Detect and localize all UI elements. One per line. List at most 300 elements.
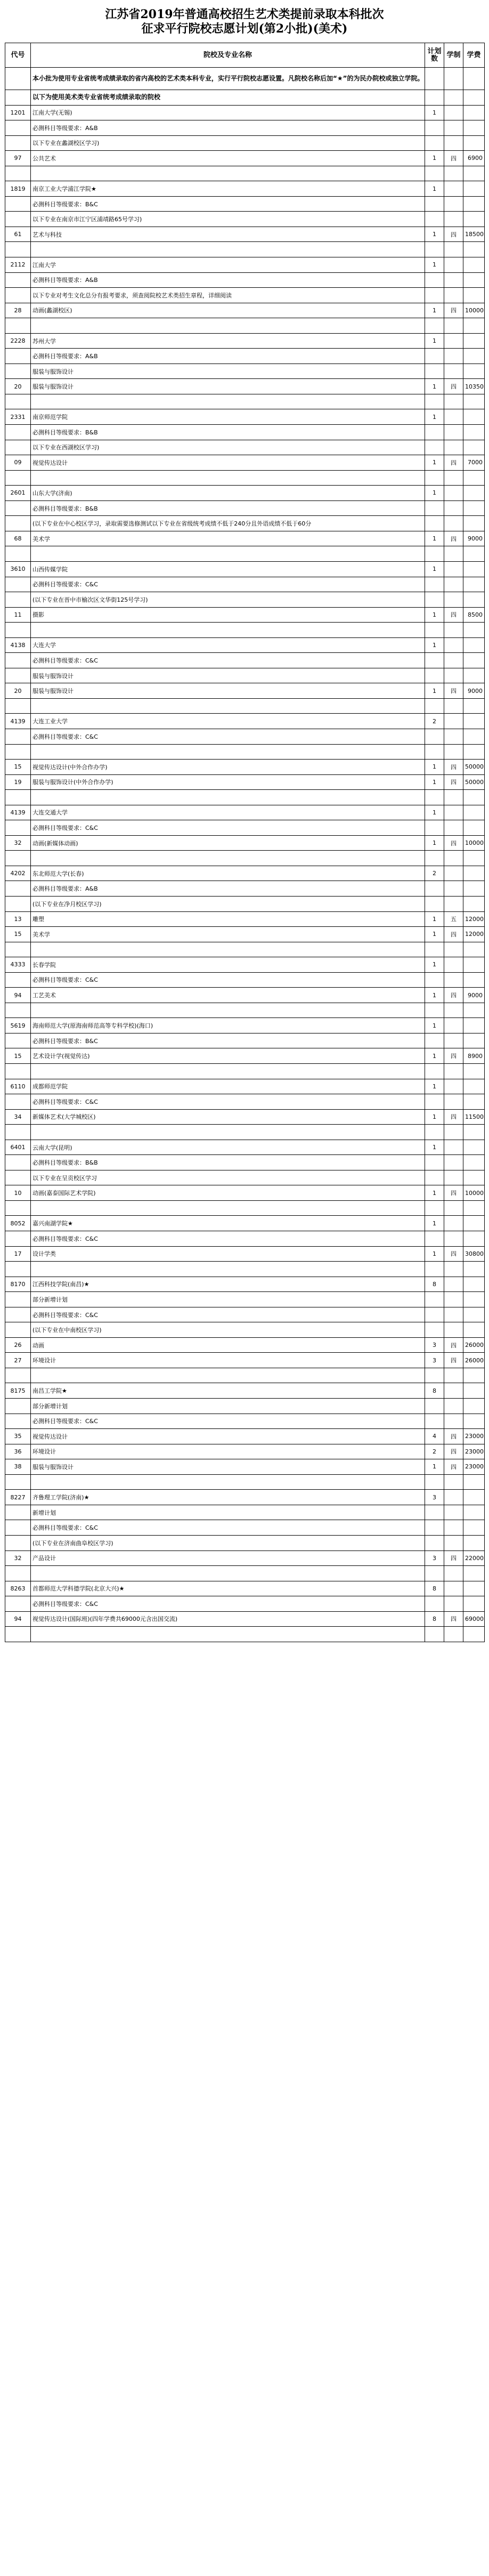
major-row <box>5 927 485 942</box>
school-row <box>5 181 485 197</box>
plan-cell: 1 <box>425 257 444 273</box>
major-row <box>5 1444 485 1459</box>
code-cell: 68 <box>5 531 31 546</box>
code-cell: 35 <box>5 1429 31 1444</box>
code-cell: 26 <box>5 1337 31 1353</box>
name-cell: 动画(新媒体动画) <box>31 835 425 851</box>
duration-cell <box>444 196 463 212</box>
plan-cell <box>425 1292 444 1307</box>
requirement-row <box>5 577 485 592</box>
code-cell: 27 <box>5 1353 31 1368</box>
code-cell: 2228 <box>5 333 31 349</box>
plan-cell: 1 <box>425 1079 444 1094</box>
fee-cell <box>463 1277 485 1292</box>
requirement-row <box>5 1292 485 1307</box>
code-cell: 8227 <box>5 1490 31 1505</box>
fee-cell <box>463 120 485 136</box>
fee-cell <box>463 1140 485 1155</box>
code-cell: 15 <box>5 1048 31 1064</box>
fee-cell <box>463 805 485 820</box>
duration-cell <box>444 1094 463 1110</box>
fee-cell <box>463 1094 485 1110</box>
requirement-row <box>5 440 485 455</box>
name-cell: 视觉传达设计(国际班)(四年学费共69000元含出国交流) <box>31 1611 425 1627</box>
fee-cell <box>463 425 485 440</box>
plan-cell <box>425 896 444 911</box>
name-cell: 山东大学(济南) <box>31 486 425 501</box>
duration-cell <box>444 1596 463 1612</box>
requirement-row <box>5 1094 485 1110</box>
code-cell: 61 <box>5 227 31 242</box>
fee-cell <box>463 1033 485 1048</box>
major-row <box>5 760 485 775</box>
name-cell: 雕塑 <box>31 911 425 927</box>
code-cell <box>5 1322 31 1338</box>
code-cell <box>5 1414 31 1429</box>
duration-cell: 四 <box>444 1459 463 1475</box>
name-cell: 山西传媒学院 <box>31 561 425 577</box>
title-line-2: 征求平行院校志愿计划(第2小批)(美术) <box>141 22 348 36</box>
code-cell <box>5 1505 31 1520</box>
name-cell: 艺术与科技 <box>31 227 425 242</box>
fee-cell: 69000 <box>463 1611 485 1627</box>
requirement-row <box>5 1322 485 1338</box>
code-cell: 2331 <box>5 409 31 425</box>
plan-cell <box>425 1535 444 1551</box>
code-cell <box>5 516 31 531</box>
plan-cell: 1 <box>425 1018 444 1033</box>
duration-cell: 四 <box>444 151 463 166</box>
name-cell: 江南大学(无锡) <box>31 105 425 120</box>
plan-cell <box>425 668 444 683</box>
name-cell: 大连交通大学 <box>31 805 425 820</box>
fee-cell <box>463 592 485 608</box>
fee-cell <box>463 105 485 120</box>
document-title <box>0 0 489 36</box>
name-cell: 必测科目等级要求：C&C <box>31 1520 425 1536</box>
duration-cell <box>444 1414 463 1429</box>
duration-cell <box>444 653 463 668</box>
name-cell: 江西科技学院(南昌)★ <box>31 1277 425 1292</box>
header-duration: 学制 <box>444 43 463 68</box>
fee-cell <box>463 866 485 881</box>
name-cell: (以下专业在中南校区学习) <box>31 1322 425 1338</box>
duration-cell <box>444 349 463 364</box>
fee-cell <box>463 440 485 455</box>
duration-cell: 四 <box>444 774 463 790</box>
code-cell: 6401 <box>5 1140 31 1155</box>
name-cell: 服装与服饰设计 <box>31 364 425 379</box>
school-row <box>5 866 485 881</box>
fee-cell: 12000 <box>463 911 485 927</box>
fee-cell <box>463 577 485 592</box>
requirement-row <box>5 972 485 988</box>
duration-cell: 四 <box>444 1337 463 1353</box>
school-row <box>5 1490 485 1505</box>
name-cell: 摄影 <box>31 607 425 623</box>
fee-cell <box>463 561 485 577</box>
code-cell <box>5 196 31 212</box>
fee-cell <box>463 257 485 273</box>
name-cell: 必测科目等级要求：C&C <box>31 972 425 988</box>
plan-cell: 1 <box>425 774 444 790</box>
header-plan: 计划数 <box>425 43 444 68</box>
requirement-row <box>5 516 485 531</box>
duration-cell <box>444 1033 463 1048</box>
name-cell: 海南师范大学(原海南师范高等专科学校)(海口) <box>31 1018 425 1033</box>
code-cell <box>5 592 31 608</box>
fee-cell <box>463 881 485 897</box>
fee-cell <box>463 516 485 531</box>
header-code: 代号 <box>5 43 31 68</box>
plan-cell <box>425 1414 444 1429</box>
plan-cell: 1 <box>425 760 444 775</box>
fee-cell <box>463 1292 485 1307</box>
duration-cell <box>444 272 463 288</box>
code-cell <box>5 135 31 151</box>
fee-cell <box>463 333 485 349</box>
major-row <box>5 1337 485 1353</box>
code-cell <box>5 1231 31 1247</box>
requirement-row <box>5 212 485 227</box>
requirement-row <box>5 1414 485 1429</box>
major-row <box>5 835 485 851</box>
fee-cell: 7000 <box>463 455 485 471</box>
plan-cell <box>425 516 444 531</box>
fee-cell: 8500 <box>463 607 485 623</box>
name-cell: 必测科目等级要求：C&C <box>31 653 425 668</box>
code-cell: 20 <box>5 379 31 394</box>
plan-cell: 1 <box>425 683 444 699</box>
code-cell: 28 <box>5 303 31 318</box>
code-cell <box>5 349 31 364</box>
code-cell: 10 <box>5 1185 31 1201</box>
fee-cell <box>463 637 485 653</box>
duration-cell <box>444 486 463 501</box>
spacer-row <box>5 318 485 334</box>
duration-cell: 四 <box>444 1048 463 1064</box>
duration-cell <box>444 1307 463 1322</box>
duration-cell <box>444 1018 463 1033</box>
fee-cell: 26000 <box>463 1353 485 1368</box>
spacer-row <box>5 942 485 957</box>
fee-cell <box>463 1155 485 1170</box>
name-cell: 江南大学 <box>31 257 425 273</box>
plan-cell: 1 <box>425 1048 444 1064</box>
name-cell: 产品设计 <box>31 1551 425 1566</box>
duration-cell <box>444 135 463 151</box>
name-cell: 必测科目等级要求：C&C <box>31 1231 425 1247</box>
plan-cell: 1 <box>425 1109 444 1125</box>
fee-cell: 10000 <box>463 1185 485 1201</box>
duration-cell <box>444 729 463 744</box>
fee-cell <box>463 972 485 988</box>
code-cell <box>5 1170 31 1185</box>
requirement-row <box>5 1535 485 1551</box>
major-row <box>5 151 485 166</box>
requirement-row <box>5 349 485 364</box>
duration-cell <box>444 866 463 881</box>
duration-cell <box>444 1383 463 1399</box>
note-text-1: 本小批为使用专业省统考成绩录取的省内高校的艺术类本科专业，实行平行院校志愿设置。凡院校名称后加“★”的为民办院校或独立学院。 <box>31 68 425 90</box>
school-row <box>5 561 485 577</box>
duration-cell <box>444 1520 463 1536</box>
duration-cell: 四 <box>444 1611 463 1627</box>
major-row <box>5 1459 485 1475</box>
major-row <box>5 988 485 1003</box>
name-cell: 成都师范学院 <box>31 1079 425 1094</box>
fee-cell <box>463 1581 485 1596</box>
plan-cell: 1 <box>425 988 444 1003</box>
major-row <box>5 1109 485 1125</box>
duration-cell <box>444 333 463 349</box>
name-cell: 长春学院 <box>31 957 425 973</box>
code-cell: 4139 <box>5 805 31 820</box>
requirement-row <box>5 425 485 440</box>
plan-cell: 1 <box>425 607 444 623</box>
plan-cell <box>425 1399 444 1414</box>
fee-cell <box>463 181 485 197</box>
name-cell: 以下专业在蠡湖校区学习) <box>31 135 425 151</box>
plan-cell: 2 <box>425 1444 444 1459</box>
fee-cell <box>463 1322 485 1338</box>
code-cell <box>5 653 31 668</box>
plan-cell: 1 <box>425 486 444 501</box>
plan-cell <box>425 1033 444 1048</box>
code-cell: 94 <box>5 988 31 1003</box>
major-row <box>5 1185 485 1201</box>
fee-cell: 9000 <box>463 683 485 699</box>
plan-cell <box>425 272 444 288</box>
code-cell <box>5 500 31 516</box>
name-cell: 必测科目等级要求：C&C <box>31 1094 425 1110</box>
spacer-row <box>5 744 485 760</box>
duration-cell: 四 <box>444 455 463 471</box>
name-cell: 必测科目等级要求：B&B <box>31 425 425 440</box>
name-cell: 南京工业大学浦江学院★ <box>31 181 425 197</box>
plan-cell <box>425 577 444 592</box>
spacer-row <box>5 1262 485 1277</box>
name-cell: (以下专业在济南曲阜校区学习) <box>31 1535 425 1551</box>
fee-cell: 23000 <box>463 1429 485 1444</box>
duration-cell <box>444 1581 463 1596</box>
code-cell: 8263 <box>5 1581 31 1596</box>
spacer-row <box>5 1125 485 1140</box>
spacer-row <box>5 698 485 714</box>
name-cell: 必测科目等级要求：C&C <box>31 820 425 836</box>
school-row <box>5 805 485 820</box>
code-cell: 36 <box>5 1444 31 1459</box>
fee-cell <box>463 364 485 379</box>
code-cell: 20 <box>5 683 31 699</box>
note-row-2 <box>5 90 485 106</box>
school-row <box>5 257 485 273</box>
name-cell: 部分新增计划 <box>31 1399 425 1414</box>
duration-cell <box>444 714 463 729</box>
code-cell <box>5 896 31 911</box>
code-cell: 8175 <box>5 1383 31 1399</box>
fee-cell <box>463 820 485 836</box>
plan-cell <box>425 1307 444 1322</box>
code-cell <box>5 1596 31 1612</box>
name-cell: 必测科目等级要求：C&C <box>31 1307 425 1322</box>
name-cell: 必测科目等级要求：A&B <box>31 881 425 897</box>
fee-cell: 10000 <box>463 835 485 851</box>
name-cell: 服装与服饰设计 <box>31 1459 425 1475</box>
fee-cell: 9000 <box>463 988 485 1003</box>
duration-cell: 四 <box>444 607 463 623</box>
major-row <box>5 1353 485 1368</box>
name-cell: 动画(蠡湖校区) <box>31 303 425 318</box>
major-row <box>5 607 485 623</box>
duration-cell: 四 <box>444 227 463 242</box>
plan-cell <box>425 972 444 988</box>
duration-cell <box>444 1322 463 1338</box>
name-cell: 服装与服饰设计 <box>31 668 425 683</box>
code-cell: 09 <box>5 455 31 471</box>
code-cell <box>5 1535 31 1551</box>
code-cell <box>5 972 31 988</box>
plan-cell <box>425 349 444 364</box>
spacer-row <box>5 623 485 638</box>
fee-cell <box>463 196 485 212</box>
code-cell: 32 <box>5 1551 31 1566</box>
school-row <box>5 409 485 425</box>
plan-cell <box>425 196 444 212</box>
requirement-row <box>5 668 485 683</box>
code-cell <box>5 668 31 683</box>
name-cell: 必测科目等级要求：B&C <box>31 196 425 212</box>
fee-cell <box>463 288 485 303</box>
plan-cell: 1 <box>425 1459 444 1475</box>
school-row <box>5 637 485 653</box>
plan-cell: 1 <box>425 379 444 394</box>
code-cell: 19 <box>5 774 31 790</box>
duration-cell <box>444 820 463 836</box>
fee-cell <box>463 1307 485 1322</box>
duration-cell <box>444 637 463 653</box>
name-cell: (以下专业在晋中市榆次区文华街125号学习) <box>31 592 425 608</box>
fee-cell <box>463 1535 485 1551</box>
code-cell: 15 <box>5 927 31 942</box>
duration-cell <box>444 668 463 683</box>
name-cell: 齐鲁理工学院(济南)★ <box>31 1490 425 1505</box>
fee-cell: 50000 <box>463 774 485 790</box>
plan-cell <box>425 1322 444 1338</box>
duration-cell <box>444 212 463 227</box>
plan-cell: 1 <box>425 1216 444 1231</box>
fee-cell <box>463 896 485 911</box>
fee-cell: 23000 <box>463 1459 485 1475</box>
code-cell: 17 <box>5 1246 31 1262</box>
name-cell: 必测科目等级要求：A&B <box>31 120 425 136</box>
duration-cell <box>444 105 463 120</box>
name-cell: 视觉传达设计(中外合作办学) <box>31 760 425 775</box>
duration-cell: 四 <box>444 1444 463 1459</box>
code-cell: 4202 <box>5 866 31 881</box>
major-row <box>5 1246 485 1262</box>
spacer-row <box>5 394 485 409</box>
duration-cell <box>444 1140 463 1155</box>
note-row-1 <box>5 68 485 90</box>
code-cell: 8052 <box>5 1216 31 1231</box>
duration-cell <box>444 561 463 577</box>
fee-cell: 6900 <box>463 151 485 166</box>
school-row <box>5 714 485 729</box>
name-cell: 视觉传达设计 <box>31 455 425 471</box>
name-cell: 以下专业在南京市江宁区浦靖路65号学习) <box>31 212 425 227</box>
admission-plan-table <box>5 43 485 1642</box>
school-row <box>5 957 485 973</box>
duration-cell <box>444 972 463 988</box>
school-row <box>5 1079 485 1094</box>
table-body <box>5 68 485 1642</box>
code-cell <box>5 881 31 897</box>
duration-cell <box>444 881 463 897</box>
duration-cell <box>444 409 463 425</box>
duration-cell <box>444 440 463 455</box>
plan-cell <box>425 425 444 440</box>
duration-cell <box>444 1216 463 1231</box>
fee-cell <box>463 1596 485 1612</box>
plan-cell: 2 <box>425 866 444 881</box>
major-row <box>5 1611 485 1627</box>
fee-cell <box>463 1520 485 1536</box>
plan-cell: 8 <box>425 1383 444 1399</box>
name-cell: 视觉传达设计 <box>31 1429 425 1444</box>
plan-cell: 1 <box>425 105 444 120</box>
duration-cell: 四 <box>444 1109 463 1125</box>
name-cell: 艺术设计学(视觉传达) <box>31 1048 425 1064</box>
name-cell: 必测科目等级要求：C&C <box>31 729 425 744</box>
name-cell: 嘉兴南湖学院★ <box>31 1216 425 1231</box>
requirement-row <box>5 1231 485 1247</box>
plan-cell: 4 <box>425 1429 444 1444</box>
plan-cell: 2 <box>425 714 444 729</box>
duration-cell <box>444 577 463 592</box>
requirement-row <box>5 881 485 897</box>
name-cell: 环境设计 <box>31 1444 425 1459</box>
fee-cell: 26000 <box>463 1337 485 1353</box>
name-cell: 部分新增计划 <box>31 1292 425 1307</box>
plan-cell: 1 <box>425 531 444 546</box>
plan-cell <box>425 135 444 151</box>
name-cell: 首都师范大学科德学院(北京大兴)★ <box>31 1581 425 1596</box>
plan-cell <box>425 1520 444 1536</box>
code-cell <box>5 1033 31 1048</box>
code-cell <box>5 364 31 379</box>
spacer-row <box>5 1003 485 1018</box>
note-text-2: 以下为使用美术类专业省统考成绩录取的院校 <box>31 90 425 106</box>
plan-cell <box>425 1505 444 1520</box>
fee-cell <box>463 1490 485 1505</box>
code-cell: 1819 <box>5 181 31 197</box>
school-row <box>5 486 485 501</box>
requirement-row <box>5 592 485 608</box>
name-cell: 必测科目等级要求：B&B <box>31 500 425 516</box>
spacer-row <box>5 242 485 257</box>
fee-cell <box>463 957 485 973</box>
fee-cell: 12000 <box>463 927 485 942</box>
spacer-row <box>5 1200 485 1216</box>
duration-cell <box>444 1155 463 1170</box>
fee-cell: 8900 <box>463 1048 485 1064</box>
duration-cell <box>444 592 463 608</box>
requirement-row <box>5 1399 485 1414</box>
plan-cell: 1 <box>425 1185 444 1201</box>
fee-cell <box>463 409 485 425</box>
code-cell <box>5 729 31 744</box>
